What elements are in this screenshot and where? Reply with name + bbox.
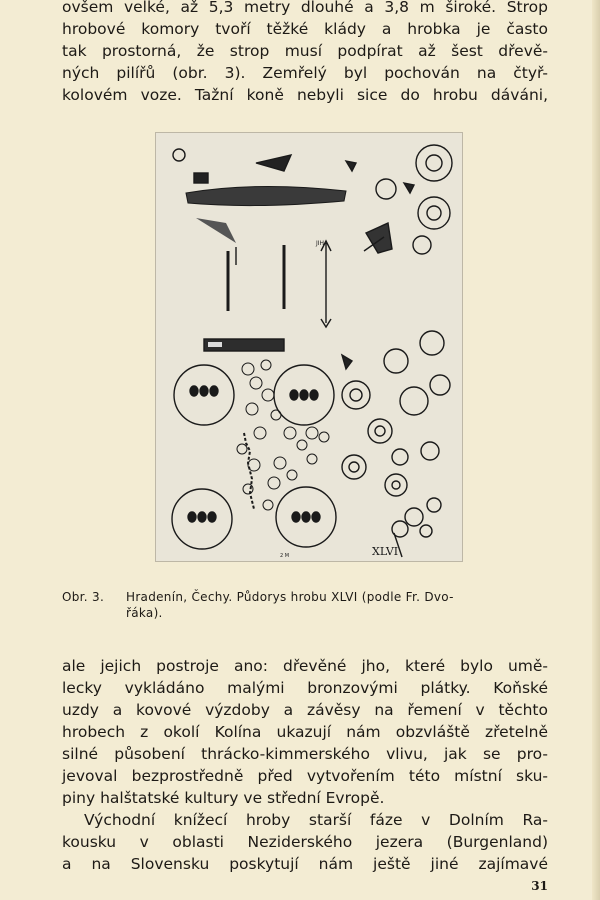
caption-number: Obr. 3. (62, 590, 105, 604)
text-line: hrobové komory tvoří těžké klády a hrobka je často (62, 20, 548, 38)
text-line: kolovém voze. Tažní koně nebyli sice do hrobu dáváni, (62, 86, 548, 104)
text-line: piny halštatské kultury ve střední Evropě. (62, 789, 385, 807)
bottom-paragraph (62, 655, 548, 875)
grave-plan-drawing (156, 133, 462, 561)
top-paragraph (62, 0, 548, 106)
caption-line-1: Hradenín, Čechy. Půdorys hrobu XLVI (podle Fr. Dvo- (126, 590, 454, 604)
text-line: ovšem velké, až 5,3 metry dlouhé a 3,8 m široké. Strop (62, 0, 548, 16)
text-line: uzdy a kovové výzdoby a závěsy na řemení v těchto (62, 701, 548, 719)
caption-line-2: řáka). (126, 606, 163, 620)
scan-edge (592, 0, 600, 900)
figure-caption (62, 589, 548, 621)
text-line: tak prostorná, že strop musí podpírat až šest dřevě- (62, 42, 548, 60)
yoke-beam (186, 186, 346, 205)
text-line: lecky vykládáno malými bronzovými plátky. Koňské (62, 679, 548, 697)
page-number: 31 (531, 879, 548, 893)
text-line: Východní knížecí hroby starší fáze v Dolním Ra- (84, 811, 548, 829)
text-line: silné působení thrácko-kimmerského vlivu, jak se pro- (62, 745, 548, 763)
text-line: ale jejich postroje ano: dřevěné jho, které bylo umě- (62, 657, 548, 675)
north-label: JIH (316, 240, 325, 247)
grave-label: XLVI (372, 545, 399, 558)
text-line: a na Slovensku poskytují nám ještě jiné zajímavé (62, 855, 548, 873)
text-line: ných pilířů (obr. 3). Zemřelý byl pochován na čtyř- (62, 64, 548, 82)
text-line: kousku v oblasti Neziderského jezera (Burgenland) (62, 833, 548, 851)
text-line: jevoval bezprostředně před vytvořením této místní sku- (62, 767, 548, 785)
scale-label: 2 M (280, 553, 290, 559)
grave-plan-figure (155, 132, 463, 562)
text-line: hrobech z okolí Kolína ukazují nám obzvláště zřetelně (62, 723, 548, 741)
